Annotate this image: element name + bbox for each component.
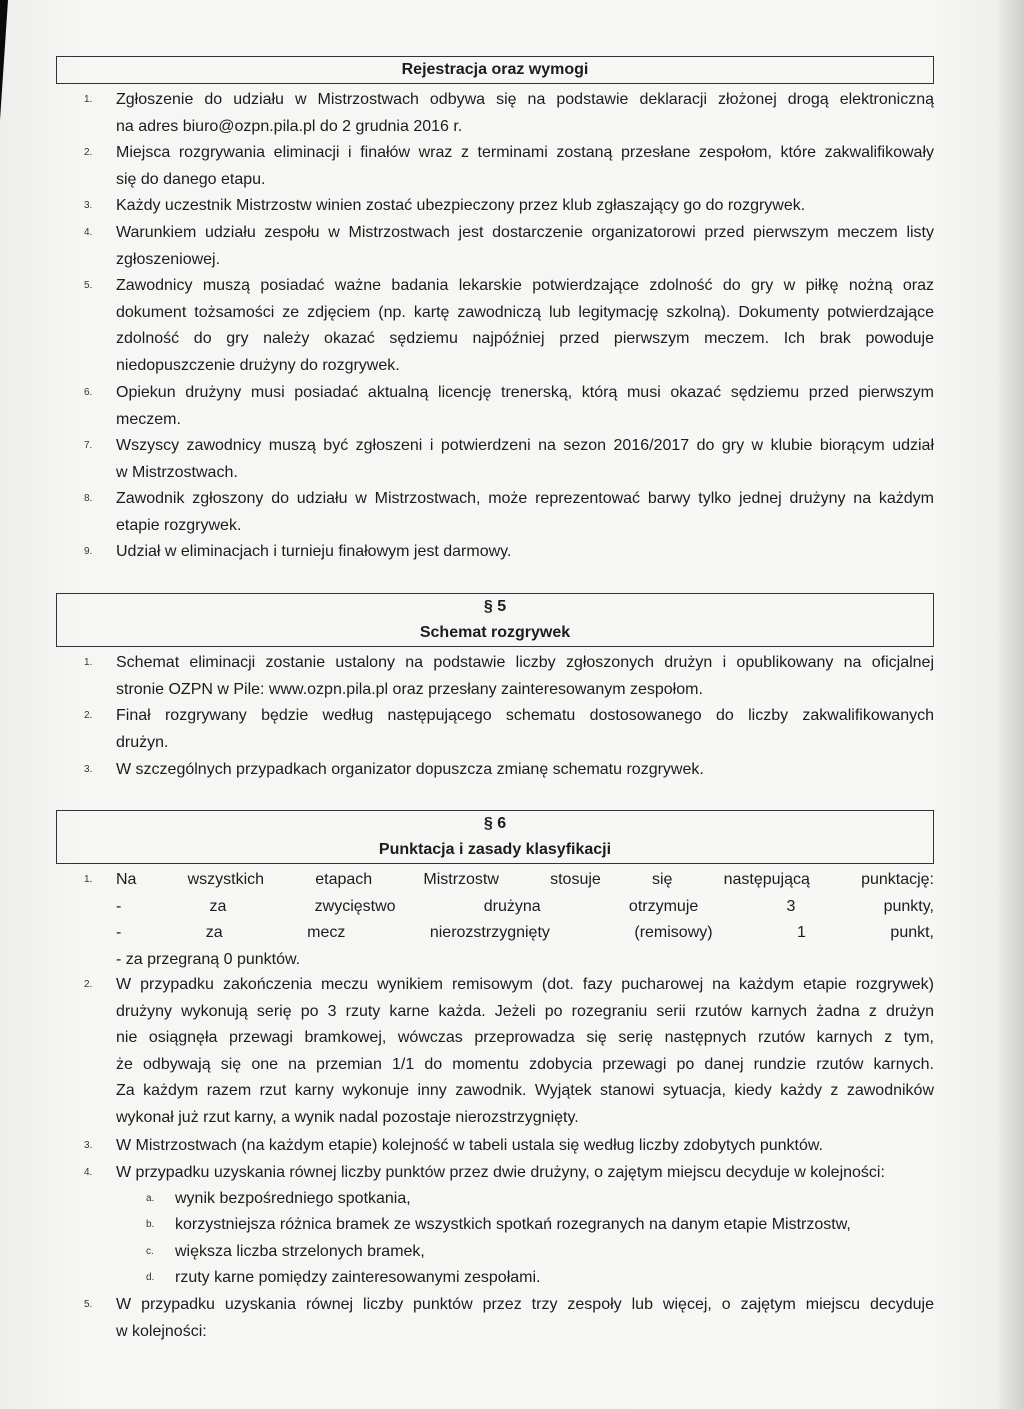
paragraph-line: drużyn. xyxy=(116,733,169,751)
section-heading-box xyxy=(56,810,934,864)
scan-edge-shadow xyxy=(996,0,1024,1409)
paragraph-line: W szczególnych przypadkach organizator dopuszcza zmianę schematu rozgrywek. xyxy=(116,761,704,778)
paragraph-line: - za przegraną 0 punktów. xyxy=(116,950,301,968)
paragraph-line: Miejsca rozgrywania eliminacji i finałów wraz z terminami zostaną przesłane zespołom, które zakwalifikowały xyxy=(116,144,934,161)
paragraph-line: się do danego etapu. xyxy=(116,170,266,188)
paragraph-line: w kolejności: xyxy=(116,1322,207,1340)
paragraph-line: stronie OZPN w Pile: www.ozpn.pila.pl oraz przesłany zainteresowanym zespołom. xyxy=(116,680,703,698)
list-number: 4. xyxy=(84,1167,93,1178)
paragraph-line: W przypadku uzyskania równej liczby punktów przez dwie drużyny, o zajętym miejscu decyduje w kolejności: xyxy=(116,1164,885,1181)
paragraph-line: Finał rozgrywany będzie według następującego schematu dostosowanego do liczby zakwalifikowanych xyxy=(116,707,934,724)
paragraph-line: W przypadku uzyskania równej liczby punktów przez trzy zespoły lub więcej, o zajętym miejscu decyduje xyxy=(116,1296,934,1313)
list-number: 5. xyxy=(84,1299,93,1310)
list-item xyxy=(116,1133,934,1160)
sublist-item: wynik bezpośredniego spotkania, xyxy=(175,1190,411,1207)
paragraph-line: zdolność do gry należy okazać sędziemu najpóźniej przed pierwszym meczem. Ich brak powoduje xyxy=(116,330,934,347)
list-number: 8. xyxy=(84,493,93,504)
sublist-letter: c. xyxy=(146,1246,154,1257)
list-item xyxy=(116,1160,934,1187)
list-number: 2. xyxy=(84,979,93,990)
list-item xyxy=(116,273,934,379)
list-number: 1. xyxy=(84,657,93,668)
paragraph-line: wykonał już rzut karny, a wynik nadal pozostaje nierozstrzygnięty. xyxy=(116,1108,579,1126)
paragraph-line: - za mecz nierozstrzygnięty (remisowy) 1 punkt, xyxy=(116,924,934,941)
sublist-letter: d. xyxy=(146,1272,155,1283)
paragraph-line: Zawodnik zgłoszony do udziału w Mistrzostwach, może reprezentować barwy tylko jednej drużyny na każdym xyxy=(116,490,934,507)
paragraph-line: niedopuszczenie drużyny do rozgrywek. xyxy=(116,356,400,374)
list-item xyxy=(116,433,934,486)
paragraph-line: na adres biuro@ozpn.pila.pl do 2 grudnia 2016 r. xyxy=(116,117,463,135)
section-heading: Schemat rozgrywek xyxy=(419,624,571,641)
section-heading-box xyxy=(56,593,934,647)
section-heading: Rejestracja oraz wymogi xyxy=(401,61,589,78)
list-item xyxy=(116,193,934,220)
paragraph-line: Zgłoszenie do udziału w Mistrzostwach odbywa się na podstawie deklaracji złożonej drogą elektroniczną xyxy=(116,91,934,108)
section-number: § 6 xyxy=(483,815,507,832)
list-item xyxy=(116,703,934,756)
list-number: 5. xyxy=(84,280,93,291)
paragraph-line: dokument tożsamości ze zdjęciem (np. kartę zawodniczą lub legitymację szkolną). Dokumenty potwierdzające xyxy=(116,303,934,321)
list-item xyxy=(116,87,934,140)
list-item xyxy=(116,380,934,433)
list-item xyxy=(116,757,934,784)
scan-corner-shadow xyxy=(0,0,8,120)
paragraph-line: etapie rozgrywek. xyxy=(116,516,242,534)
list-item xyxy=(116,220,934,273)
paragraph-line: zgłoszeniowej. xyxy=(116,250,221,268)
sublist-letter: b. xyxy=(146,1219,155,1230)
list-number: 9. xyxy=(84,546,93,557)
paragraph-line: Wszyscy zawodnicy muszą być zgłoszeni i potwierdzeni na sezon 2016/2017 do gry w klubie biorącym udział xyxy=(116,437,934,454)
paragraph-line: Opiekun drużyny musi posiadać aktualną licencję trenerską, którą musi okazać sędziemu przed pierwszym xyxy=(116,384,934,401)
list-item xyxy=(116,486,934,539)
list-item xyxy=(116,972,934,1131)
section-heading-box xyxy=(56,56,934,84)
paragraph-line: W Mistrzostwach (na każdym etapie) kolejność w tabeli ustala się według liczby zdobytych punktów. xyxy=(116,1137,823,1154)
list-number: 3. xyxy=(84,1140,93,1151)
paragraph-line: Udział w eliminacjach i turnieju finałowym jest darmowy. xyxy=(116,543,512,560)
list-number: 3. xyxy=(84,200,93,211)
paragraph-line: Za każdym razem rzut karny wykonuje inny zawodnik. Wyjątek stanowi sytuacja, kiedy każdy z zawodników xyxy=(116,1082,934,1099)
sublist-item: rzuty karne pomiędzy zainteresowanymi zespołami. xyxy=(175,1269,541,1286)
paragraph-line: drużyny wykonują serię po 3 rzuty karne każda. Jeżeli po rozegraniu serii rzutów karnych żadna z drużyn xyxy=(116,1002,934,1020)
paragraph-line: - za zwycięstwo drużyna otrzymuje 3 punkty, xyxy=(116,897,934,915)
paragraph-line: Zawodnicy muszą posiadać ważne badania lekarskie potwierdzające zdolność do gry w piłkę nożną oraz xyxy=(116,277,934,294)
paragraph-line: że odbywają się one na przemian 1/1 do momentu zdobycia przewagi po danej rundzie rzutów karnych. xyxy=(116,1055,934,1073)
list-item xyxy=(116,867,934,973)
paragraph-line: W przypadku zakończenia meczu wynikiem remisowym (dot. fazy pucharowej na każdym etapie rozgrywek) xyxy=(116,976,934,993)
paragraph-line: Schemat eliminacji zostanie ustalony na podstawie liczby zgłoszonych drużyn i opublikowany na oficjalnej xyxy=(116,654,934,671)
list-number: 6. xyxy=(84,387,93,398)
paragraph-line: nie osiągnęła przewagi bramkowej, wówczas przeprowadza się serię następnych rzutów karnych z tym, xyxy=(116,1029,934,1046)
list-number: 2. xyxy=(84,710,93,721)
list-number: 3. xyxy=(84,764,93,775)
list-item xyxy=(116,650,934,703)
list-item xyxy=(116,1292,934,1345)
list-item xyxy=(116,140,934,193)
list-number: 7. xyxy=(84,440,93,451)
paragraph-line: meczem. xyxy=(116,410,181,428)
list-number: 1. xyxy=(84,874,93,885)
list-number: 4. xyxy=(84,227,93,238)
paragraph-line: w Mistrzostwach. xyxy=(116,463,238,481)
sublist-letter: a. xyxy=(146,1193,155,1204)
sublist-item: większa liczba strzelonych bramek, xyxy=(175,1243,425,1260)
list-item xyxy=(116,539,934,566)
paragraph-line: Na wszystkich etapach Mistrzostw stosuje się następującą punktację: xyxy=(116,871,934,888)
sublist-item: korzystniejsza różnica bramek ze wszystkich spotkań rozegranych na danym etapie Mistrzostw, xyxy=(175,1216,851,1233)
list-number: 2. xyxy=(84,147,93,158)
paragraph-line: Warunkiem udziału zespołu w Mistrzostwach jest dostarczenie organizatorowi przed pierwszym meczem listy xyxy=(116,224,934,241)
section-number: § 5 xyxy=(483,598,507,615)
paragraph-line: Każdy uczestnik Mistrzostw winien zostać ubezpieczony przez klub zgłaszający go do rozgrywek. xyxy=(116,197,806,214)
list-number: 1. xyxy=(84,94,93,105)
section-heading: Punktacja i zasady klasyfikacji xyxy=(378,841,612,858)
